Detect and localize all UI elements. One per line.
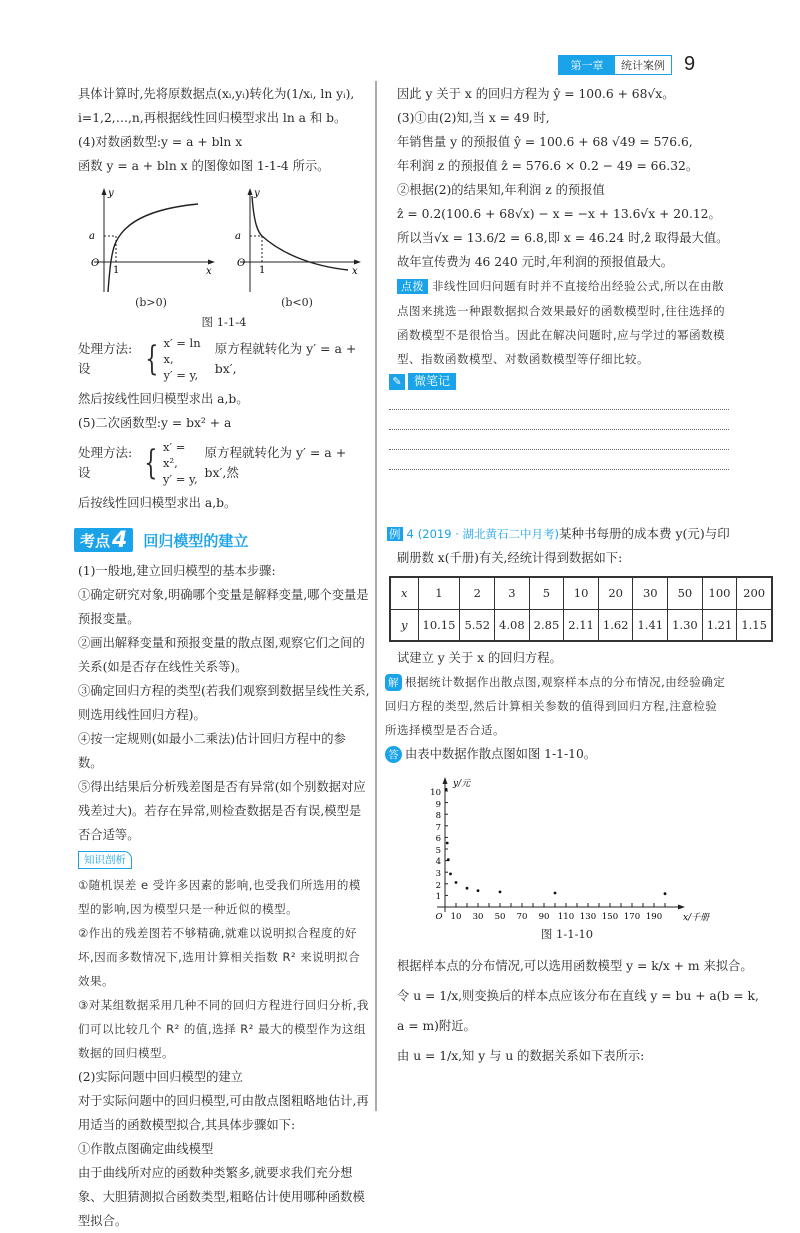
solution-line: (3)①由(2)知,当 x = 49 时,	[397, 111, 550, 125]
subheading: (5)二次函数型:y = bx² + a	[78, 416, 232, 430]
step-item: ②画出解释变量和预报变量的散点图,观察它们之间的关系(如是否存在线性关系等)。	[78, 636, 365, 674]
table-cell: 2	[460, 577, 495, 609]
svg-text:10: 10	[430, 788, 441, 798]
text-paragraph: 对于实际问题中的回归模型,可由散点图粗略地估计,再用适当的函数模型拟合,其具体步骤如下:	[78, 1094, 369, 1132]
substitution-y: y′ = y,	[163, 368, 199, 382]
knowledge-item: ②作出的残差图若不够精确,就难以说明拟合程度的好坏,因而多数情况下,选用计算相关指数 R² 来说明拟合效果。	[78, 926, 361, 988]
svg-text:a: a	[235, 231, 241, 242]
svg-text:1: 1	[435, 892, 441, 902]
solution-line: 因此 y 关于 x 的回归方程为 ŷ = 100.6 + 68√x。	[397, 87, 675, 101]
graph-caption-positive: (b>0)	[135, 296, 167, 309]
figure-caption: 图 1-1-10	[540, 927, 594, 941]
text-paragraph: 由于曲线所对应的函数种类繁多,就要求我们充分想象、大胆猜测拟合函数类型,粗略估计使用哪种函数模型拟合。	[78, 1166, 365, 1228]
page-header	[558, 53, 695, 76]
example-text: 某种书每册的成本费 y(元)与印	[559, 526, 730, 541]
column-divider	[375, 81, 377, 1111]
substitution-y: y′ = y,	[162, 472, 198, 486]
solution-line: 年销售量 y 的预报值 ŷ = 100.6 + 68 √49 = 576.6,	[397, 135, 693, 149]
table-cell: 1.62	[598, 609, 633, 641]
example-text: 刷册数 x(千册)有关,经统计得到数据如下:	[397, 551, 623, 565]
text-line: 根据样本点的分布情况,可以选用函数模型 y = k/x + m 来拟合。	[397, 959, 753, 973]
section-heading	[74, 527, 370, 553]
answer-icon: 答	[385, 746, 402, 763]
table-cell: 1.30	[668, 609, 703, 641]
svg-text:6: 6	[435, 834, 441, 844]
table-cell: 5	[529, 577, 564, 609]
svg-text:O: O	[237, 258, 246, 269]
svg-text:x/千册: x/千册	[683, 913, 710, 922]
solution-line: 年利润 z 的预报值 ẑ = 576.6 × 0.2 − 49 = 66.32。	[397, 159, 699, 173]
row-header: x	[390, 577, 418, 609]
substitution-x: x′ = ln x,	[163, 336, 201, 366]
svg-text:110: 110	[557, 912, 575, 922]
notes-area[interactable]	[389, 390, 729, 470]
pencil-icon: ✎	[389, 374, 405, 390]
answer-block	[385, 742, 729, 766]
right-column	[385, 82, 767, 1071]
solution-line: 所以当√x = 13.6/2 = 6.8,即 x = 46.24 时,ẑ 取得最大值。	[397, 231, 729, 245]
subheading: (2)实际问题中回归模型的建立	[78, 1070, 243, 1084]
table-cell: 2.85	[529, 609, 564, 641]
figure-caption: 图 1-1-4	[201, 315, 247, 329]
subheading: ①作散点图确定曲线模型	[78, 1142, 214, 1156]
table-cell: 4.08	[495, 609, 530, 641]
table-cell: 1.15	[737, 609, 772, 641]
brace-icon: {	[144, 443, 158, 483]
method-suffix: 原方程就转化为 y′ = a + bx′,然	[204, 445, 347, 480]
scatter-plot	[417, 772, 717, 922]
analysis-icon: 解	[385, 674, 402, 691]
table-cell: 50	[668, 577, 703, 609]
example-source: (2019 · 湖北黄石二中月考)	[417, 527, 560, 541]
step-item: ③确定回归方程的类型(若我们观察到数据呈线性关系,则选用线性回归方程)。	[78, 684, 370, 722]
svg-text:a: a	[89, 231, 95, 242]
svg-text:O: O	[91, 258, 100, 269]
method-log	[78, 335, 370, 383]
chapter-label: 第一章	[559, 56, 615, 74]
log-graph-positive-b	[86, 184, 216, 302]
note-line[interactable]	[389, 430, 729, 450]
text-line: 函数 y = a + bln x 的图像如图 1-1-4 所示。	[78, 159, 330, 173]
example-number: 4	[406, 527, 414, 541]
svg-text:x: x	[206, 266, 212, 277]
tip-tag: 点拨	[397, 279, 428, 294]
example-tag: 例	[389, 527, 401, 541]
row-header: y	[390, 609, 418, 641]
solution-line: 故年宣传费为 46 240 元时,年利润的预报值最大。	[397, 255, 674, 269]
analysis-text: 根据统计数据作出散点图,观察样本点的分布情况,由经验确定回归方程的类型,然后计算相关参数的值得到回归方程,注意检验所选择模型是否合适。	[385, 675, 726, 737]
text-line: 具体计算时,先将原数据点(xᵢ,yᵢ)转化为(1/xᵢ, ln yᵢ),	[78, 87, 355, 101]
table-cell: 1	[418, 577, 460, 609]
notes-header	[389, 373, 729, 390]
svg-text:8: 8	[435, 811, 441, 821]
example-heading	[387, 522, 729, 546]
step-item: ④按一定规则(如最小二乘法)估计回归方程中的参数。	[78, 732, 346, 770]
notes-label: 微笔记	[408, 373, 456, 390]
table-row-y	[390, 609, 772, 641]
table-cell: 30	[633, 577, 668, 609]
left-column	[78, 82, 370, 1233]
svg-text:y: y	[108, 188, 114, 199]
svg-text:130: 130	[579, 912, 597, 922]
svg-text:190: 190	[645, 912, 663, 922]
tip-text: 非线性回归问题有时并不直接给出经验公式,所以在由散点图来挑选一种跟数据拟合效果最好的函数模型时,往往选择的函数模型不是很恰当。因此在解决问题时,应与学过的幂函数模型、指数函数模型、对数函数模型等仔细比较。	[397, 279, 726, 366]
svg-text:3: 3	[435, 869, 441, 879]
step-item: ⑤得出结果后分析残差图是否有异常(如个别数据对应残差过大)。若存在异常,则检查数据是否有误,模型是否合适等。	[78, 780, 366, 842]
note-line[interactable]	[389, 390, 729, 410]
svg-text:150: 150	[601, 912, 619, 922]
log-graph-negative-b	[232, 184, 362, 302]
data-table	[389, 576, 773, 642]
substitution-x: x′ = x²,	[162, 440, 186, 470]
solution-line: ẑ = 0.2(100.6 + 68√x) − x = −x + 13.6√x + 20.12。	[397, 207, 721, 221]
solution-line: ②根据(2)的结果知,年利润 z 的预报值	[397, 183, 605, 197]
subheading: (1)一般地,建立回归模型的基本步骤:	[78, 564, 276, 578]
text-line: 然后按线性回归模型求出 a,b。	[78, 392, 249, 406]
table-cell: 200	[737, 577, 772, 609]
table-cell: 100	[702, 577, 737, 609]
table-cell: 10	[564, 577, 599, 609]
text-line: 由 u = 1/x,知 y 与 u 的数据关系如下表所示:	[397, 1049, 645, 1063]
answer-text: 由表中数据作散点图如图 1-1-10。	[405, 747, 597, 761]
brace-icon: {	[145, 339, 159, 379]
question-text: 试建立 y 关于 x 的回归方程。	[397, 651, 562, 665]
svg-text:1: 1	[259, 265, 266, 276]
table-row-x	[390, 577, 772, 609]
svg-text:4: 4	[435, 857, 441, 867]
svg-text:9: 9	[435, 800, 441, 810]
text-line: a = m)附近。	[397, 1019, 476, 1033]
table-cell: 2.11	[564, 609, 599, 641]
method-quadratic	[78, 439, 370, 487]
method-prefix: 处理方法:设	[78, 445, 133, 480]
text-line: 后按线性回归模型求出 a,b。	[78, 496, 237, 510]
note-line[interactable]	[389, 410, 729, 430]
method-prefix: 处理方法:设	[78, 341, 133, 376]
svg-text:90: 90	[538, 912, 550, 922]
svg-text:50: 50	[494, 912, 506, 922]
table-cell: 5.52	[460, 609, 495, 641]
method-suffix: 原方程就转化为 y′ = a + bx′,	[214, 341, 357, 376]
page-number: 9	[684, 53, 696, 75]
svg-text:170: 170	[623, 912, 641, 922]
svg-text:1: 1	[113, 265, 120, 276]
svg-text:10: 10	[450, 912, 462, 922]
chapter-tag	[558, 55, 672, 75]
step-item: ①确定研究对象,明确哪个变量是解释变量,哪个变量是预报变量。	[78, 588, 369, 626]
svg-text:2: 2	[435, 881, 441, 891]
svg-text:x: x	[352, 266, 358, 277]
log-function-graphs	[78, 184, 370, 304]
text-line: 令 u = 1/x,则变换后的样本点应该分布在直线 y = bu + a(b = k,	[397, 989, 759, 1003]
svg-text:7: 7	[435, 823, 441, 833]
table-cell: 1.41	[633, 609, 668, 641]
section-badge: 考点 4	[74, 528, 133, 552]
subheading: (4)对数函数型:y = a + bln x	[78, 135, 243, 149]
text-line: i=1,2,…,n,再根据线性回归模型求出 ln a 和 b。	[78, 111, 347, 125]
section-title: 回归模型的建立	[143, 531, 249, 550]
note-line[interactable]	[389, 450, 729, 470]
table-cell: 3	[495, 577, 530, 609]
knowledge-item: ①随机误差 e 受许多因素的影响,也受我们所选用的模型的影响,因为模型只是一种近似的模型。	[78, 878, 361, 916]
scatter-chart	[417, 772, 729, 943]
chapter-name: 统计案例	[615, 56, 671, 74]
knowledge-tag: 知识剖析	[78, 851, 132, 869]
svg-text:y/元: y/元	[453, 779, 471, 789]
table-cell: 1.21	[702, 609, 737, 641]
table-cell: 10.15	[418, 609, 460, 641]
svg-text:30: 30	[472, 912, 484, 922]
tip-block	[397, 274, 729, 371]
svg-text:O: O	[435, 912, 443, 922]
svg-text:y: y	[254, 188, 260, 199]
table-cell: 20	[598, 577, 633, 609]
graph-caption-negative: (b<0)	[281, 296, 313, 309]
analysis-block	[385, 670, 729, 742]
knowledge-item: ③对某组数据采用几种不同的回归方程进行回归分析,我们可以比较几个 R² 的值,选择 R² 最大的模型作为这组数据的回归模型。	[78, 998, 369, 1060]
svg-text:70: 70	[516, 912, 528, 922]
svg-text:5: 5	[435, 846, 441, 856]
